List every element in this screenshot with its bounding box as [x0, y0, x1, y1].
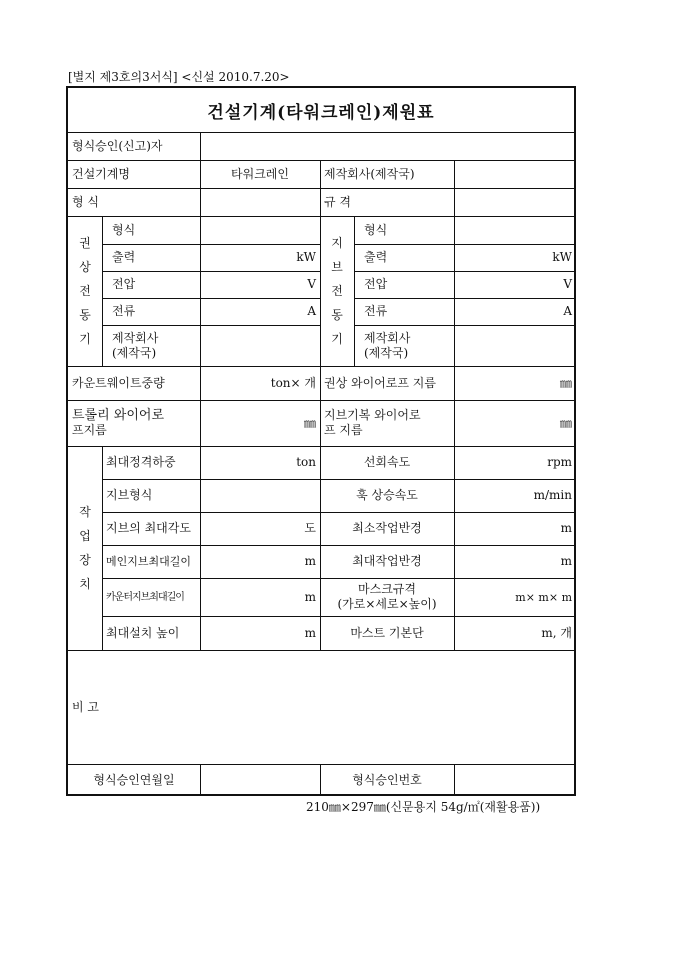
work-item-left-unit[interactable] [200, 479, 320, 512]
remarks-label: 비 고 [72, 699, 99, 714]
work-item-left-label: 메인지브최대길이 [106, 555, 192, 568]
trolley-rope-unit[interactable]: ㎜ [303, 415, 316, 430]
work-item-right-unit[interactable]: rpm [547, 455, 572, 469]
jib-motor-voltage-label: 전압 [364, 277, 388, 291]
work-item-right-label: 훅 상승속도 [356, 488, 418, 502]
work-item-left-unit[interactable]: m [304, 554, 316, 568]
hoist-motor-output-label: 출력 [112, 250, 136, 264]
counterweight-unit[interactable]: ton× 개 [270, 375, 316, 390]
jib-motor-current-label: 전류 [364, 304, 388, 318]
hoist-rope-label: 권상 와이어로프 지름 [324, 375, 436, 390]
hoist-rope-unit[interactable]: ㎜ [559, 375, 572, 390]
model-field[interactable] [200, 188, 320, 216]
hoist-motor-maker-label: 제작회사 (제작국) [112, 330, 159, 360]
jib-motor-voltage-unit[interactable]: V [563, 277, 572, 291]
work-item-left-label: 지브형식 [106, 488, 153, 502]
machine-name-label: 건설기계명 [72, 166, 130, 181]
jib-rope-label: 지브기복 와이어로 프 지름 [324, 408, 421, 437]
trolley-rope-label: 트롤리 와이어로 프지름 [72, 408, 165, 437]
approval-number-field[interactable] [454, 764, 576, 796]
work-item-left-label: 최대설치 높이 [106, 625, 180, 640]
approval-holder-field[interactable] [200, 132, 576, 160]
work-item-left-label: 카운터지브최대길이 [106, 591, 184, 603]
hoist-motor-maker-field[interactable] [200, 325, 320, 366]
jib-motor-current-unit[interactable]: A [563, 304, 572, 318]
work-item-left-unit[interactable]: 도 [304, 521, 316, 535]
work-item-right-label: 최대작업반경 [352, 554, 422, 568]
work-device-group-label: 작 업 장 치 [79, 505, 91, 591]
manufacturer-label: 제작회사(제작국) [324, 166, 415, 181]
work-item-right-label: 마스크규격 (가로×세로×높이) [337, 582, 437, 611]
work-item-right-unit[interactable]: m/min [533, 488, 572, 502]
paper-spec-note: 210㎜×297㎜(신문용지 54g/㎡(재활용품)) [306, 800, 541, 814]
jib-motor-maker-label: 제작회사 (제작국) [364, 330, 411, 360]
spec-field[interactable] [454, 188, 576, 216]
work-item-left-unit[interactable]: ton [296, 455, 316, 469]
spec-form [66, 86, 576, 796]
form-reference-note: [별지 제3호의3서식] <신설 2010.7.20> [68, 70, 290, 84]
jib-motor-maker-field[interactable] [454, 325, 576, 366]
counterweight-label: 카운트웨이트중량 [72, 375, 165, 390]
remarks-field[interactable] [128, 650, 576, 764]
model-label: 형 식 [72, 194, 99, 209]
hoist-motor-output-unit[interactable]: kW [296, 250, 316, 264]
work-item-left-unit[interactable]: m [304, 589, 316, 604]
hoist-motor-model-field[interactable] [200, 216, 320, 244]
jib-motor-model-label: 형식 [364, 222, 388, 237]
manufacturer-field[interactable] [454, 160, 576, 188]
hoist-motor-model-label: 형식 [112, 222, 136, 237]
work-item-right-label: 최소작업반경 [352, 521, 422, 535]
approval-number-label: 형식승인번호 [352, 772, 422, 787]
jib-motor-model-field[interactable] [454, 216, 576, 244]
work-item-right-unit[interactable]: m [560, 521, 572, 535]
work-item-right-label: 선회속도 [363, 455, 411, 469]
jib-motor-output-unit[interactable]: kW [552, 250, 572, 264]
form-title: 건설기계(타워크레인)제원표 [68, 88, 574, 133]
approval-date-field[interactable] [200, 764, 320, 796]
work-item-right-unit[interactable]: m [560, 554, 572, 568]
jib-rope-unit[interactable]: ㎜ [559, 415, 572, 430]
hoist-motor-voltage-label: 전압 [112, 277, 136, 291]
machine-name-value[interactable]: 타워크레인 [231, 166, 289, 181]
hoist-motor-current-label: 전류 [112, 304, 136, 318]
hoist-motor-voltage-unit[interactable]: V [307, 277, 316, 291]
work-item-right-label: 마스트 기본단 [350, 625, 424, 640]
jib-motor-output-label: 출력 [364, 250, 388, 264]
work-item-left-unit[interactable]: m [304, 625, 316, 640]
work-item-right-unit[interactable]: m× m× m [515, 590, 572, 604]
approval-date-label: 형식승인연월일 [93, 772, 175, 787]
hoist-motor-group-label: 권 상 전 동 기 [79, 236, 91, 346]
work-item-right-unit[interactable]: m, 개 [541, 625, 572, 640]
jib-motor-group-label: 지 브 전 동 기 [331, 236, 343, 346]
work-item-left-label: 지브의 최대각도 [106, 521, 191, 535]
work-item-left-label: 최대정격하중 [106, 455, 176, 469]
hoist-motor-current-unit[interactable]: A [307, 304, 316, 318]
spec-label: 규 격 [324, 194, 351, 209]
approval-holder-label: 형식승인(신고)자 [72, 138, 163, 153]
